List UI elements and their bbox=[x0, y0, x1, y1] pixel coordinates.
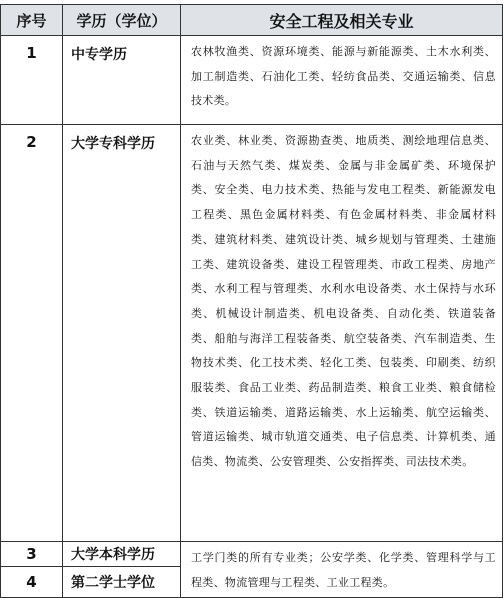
row-majors: 农林牧渔类、资源环境类、能源与新能源类、土木水利类、加工制造类、石油化工类、轻纺食品类、交通运输类、信息技术类。 bbox=[181, 36, 503, 125]
row-seq: 2 bbox=[1, 125, 63, 542]
row-education: 大学本科学历 bbox=[63, 542, 181, 567]
row-seq: 1 bbox=[1, 36, 63, 125]
row-education: 大学专科学历 bbox=[63, 125, 181, 542]
education-majors-table bbox=[0, 4, 503, 598]
table-row bbox=[1, 36, 503, 125]
row-seq: 3 bbox=[1, 542, 63, 567]
table-row bbox=[1, 125, 503, 542]
table-row bbox=[1, 542, 503, 567]
row-majors: 农业类、林业类、资源勘查类、地质类、测绘地理信息类、石油与天然气类、煤炭类、金属与非金属矿类、环境保护类、安全类、电力技术类、热能与发电工程类、新能源发电工程类、黑色金属材料类、有色金属材料类、非金属材料类、建筑材料类、建筑设计类、城乡规划与管理类、土建施工类、建筑设备类、建设工程管理类、市政工程类、房地产类、水利工程与管理类、水利水电设备类、水土保持与水环类、机械设计制造类、机电设备类、自动化类、铁道装备类、船舶与海洋工程装备类、航空装备类、汽车制造类、生物技术类、化工技术类、轻化工类、包装类、印刷类、纺织服装类、食品工业类、药品制造类、粮食工业类、粮食储检类、铁道运输类、道路运输类、水上运输类、航空运输类、管道运输类、城市轨道交通类、电子信息类、计算机类、通信类、物流类、公安管理类、公安指挥类、司法技术类。 bbox=[181, 125, 503, 542]
row-majors: 工学门类的所有专业类；公安学类、化学类、管理科学与工程类、物流管理与工程类、工业工程类。 bbox=[181, 542, 503, 598]
header-education: 学历（学位） bbox=[63, 5, 181, 36]
row-seq: 4 bbox=[1, 567, 63, 598]
table-header-row bbox=[1, 5, 503, 36]
row-education: 第二学士学位 bbox=[63, 567, 181, 598]
header-seq: 序号 bbox=[1, 5, 63, 36]
header-majors: 安全工程及相关专业 bbox=[181, 5, 503, 36]
row-education: 中专学历 bbox=[63, 36, 181, 125]
